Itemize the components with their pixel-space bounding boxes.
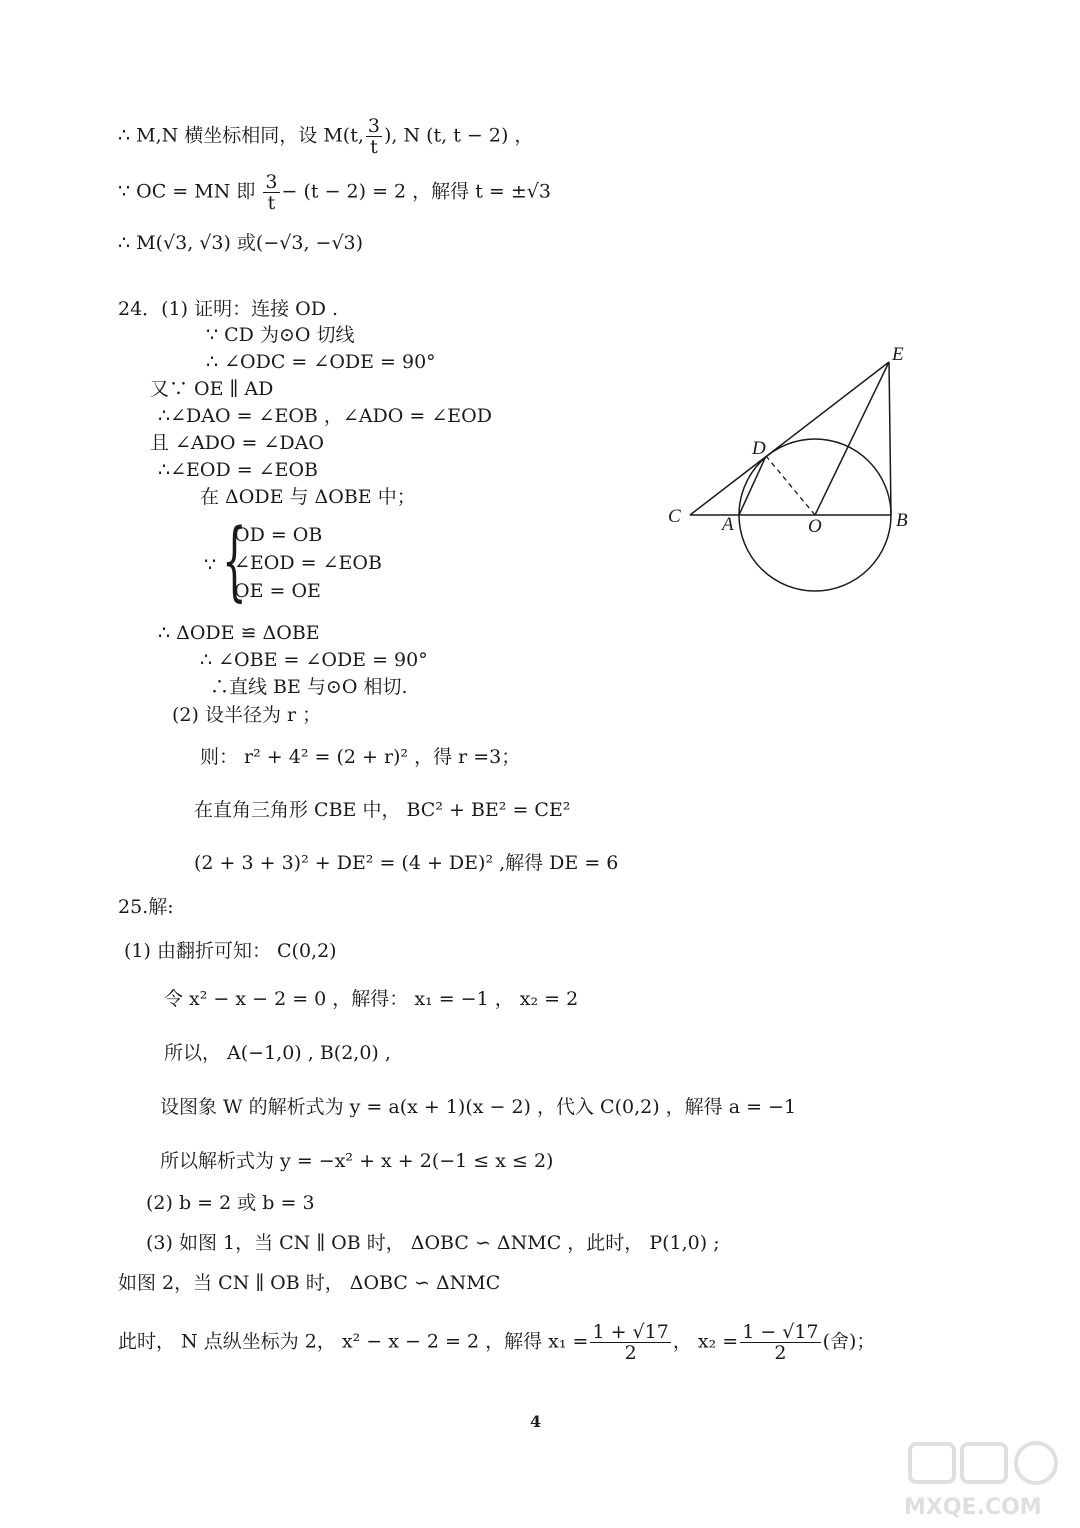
q25-step: 令 x² − x − 2 = 0 ，解得： x₁ = −1 ， x₂ = 2 bbox=[164, 988, 579, 1010]
q25-step: (2) b = 2 或 b = 3 bbox=[146, 1192, 315, 1214]
fraction-root17-plus: $\frac{1 + √17}{2}$ bbox=[592, 1321, 669, 1364]
q25-heading: 25.解: bbox=[118, 896, 174, 918]
q25-step: (3) 如图 1，当 CN ∥ OB 时， ΔOBC ∽ ΔNMC ，此时， P(1,0) ; bbox=[146, 1232, 720, 1254]
line-oc-equals-mn: ∵ OC = MN 即 $\frac{3}{t}$ − (t − 2) = 2 ，解得 t = ±√3 bbox=[118, 171, 551, 214]
q25-final-line: 此时， N 点纵坐标为 2， x² − x − 2 = 2 ，解得 x₁ = $\frac{1 + √17}{2}$ ， x₂ = $\frac{1 - √17}{2}$ (舍)； bbox=[118, 1321, 876, 1364]
q25-step: 如图 2，当 CN ∥ OB 时， ΔOBC ∽ ΔNMC bbox=[118, 1272, 501, 1294]
line-m-result: ∴ M(√3, √3) 或(−√3, −√3) bbox=[118, 232, 364, 254]
label-b: B bbox=[896, 510, 908, 531]
fraction-3-over-t: $\frac{3}{t}$ bbox=[367, 115, 380, 158]
q25-step: 所以解析式为 y = −x² + x + 2(−1 ≤ x ≤ 2) bbox=[160, 1150, 554, 1172]
q24-step: ∴∠EOD = ∠EOB bbox=[158, 459, 319, 481]
label-d: D bbox=[752, 438, 766, 459]
line-mn-coordinates: ∴ M,N 横坐标相同，设 M(t, $\frac{3}{t}$ ), N (t, t − 2) ， bbox=[118, 115, 534, 158]
q24-step: ∴直线 BE 与⊙O 相切. bbox=[210, 676, 408, 698]
q24-step: 在 ΔODE 与 ΔOBE 中； bbox=[200, 486, 416, 508]
line-od-dashed bbox=[766, 456, 815, 515]
system-brace: { bbox=[222, 511, 247, 611]
q24-part2: (2) 设半径为 r ； bbox=[172, 704, 322, 726]
system-eq-2: ∠EOD = ∠EOB bbox=[234, 552, 382, 574]
label-c: C bbox=[668, 506, 681, 527]
q24-step: ∴ ∠OBE = ∠ODE = 90° bbox=[200, 649, 428, 671]
system-eq-1: OD = OB bbox=[234, 524, 323, 546]
q24-step: ∵ CD 为⊙O 切线 bbox=[206, 324, 355, 346]
geometry-figure bbox=[660, 340, 930, 610]
watermark-logo bbox=[900, 1440, 1070, 1520]
line-oe bbox=[815, 362, 889, 515]
page-number: 4 bbox=[530, 1412, 542, 1431]
label-a: A bbox=[722, 514, 734, 535]
system-eq-3: OE = OE bbox=[234, 580, 321, 602]
label-o: O bbox=[808, 516, 822, 537]
line-ad bbox=[739, 456, 766, 515]
q24-step: 又∵ OE ∥ AD bbox=[150, 378, 274, 400]
q24-step: 则： r² + 4² = (2 + r)² ，得 r =3； bbox=[200, 746, 521, 768]
q25-step: (1) 由翻折可知： C(0,2) bbox=[124, 940, 337, 962]
q25-step: 设图象 W 的解析式为 y = a(x + 1)(x − 2) ，代入 C(0,2) ，解得 a = −1 bbox=[160, 1096, 797, 1118]
q24-heading: 24．(1) 证明：连接 OD . bbox=[118, 298, 339, 320]
q25-step: 所以， A(−1,0) , B(2,0) , bbox=[164, 1042, 391, 1064]
watermark-text: MXQE.COM bbox=[904, 1495, 1042, 1520]
q24-step: ∴ ΔODE ≌ ΔOBE bbox=[158, 622, 320, 644]
label-e: E bbox=[892, 344, 904, 365]
q24-step: (2 + 3 + 3)² + DE² = (4 + DE)² ,解得 DE = 6 bbox=[194, 852, 619, 874]
q24-step: ∴∠DAO = ∠EOB ，∠ADO = ∠EOD bbox=[158, 405, 492, 427]
q24-step: ∴ ∠ODC = ∠ODE = 90° bbox=[206, 351, 436, 373]
fraction-root17-minus: $\frac{1 - √17}{2}$ bbox=[742, 1321, 819, 1364]
fraction-3-over-t-2: $\frac{3}{t}$ bbox=[265, 171, 278, 214]
line-ce bbox=[690, 362, 889, 515]
q24-step: 在直角三角形 CBE 中， BC² + BE² = CE² bbox=[194, 799, 571, 821]
q24-step: 且 ∠ADO = ∠DAO bbox=[150, 432, 324, 454]
system-because: ∵ bbox=[204, 554, 217, 576]
line-be bbox=[889, 362, 891, 515]
